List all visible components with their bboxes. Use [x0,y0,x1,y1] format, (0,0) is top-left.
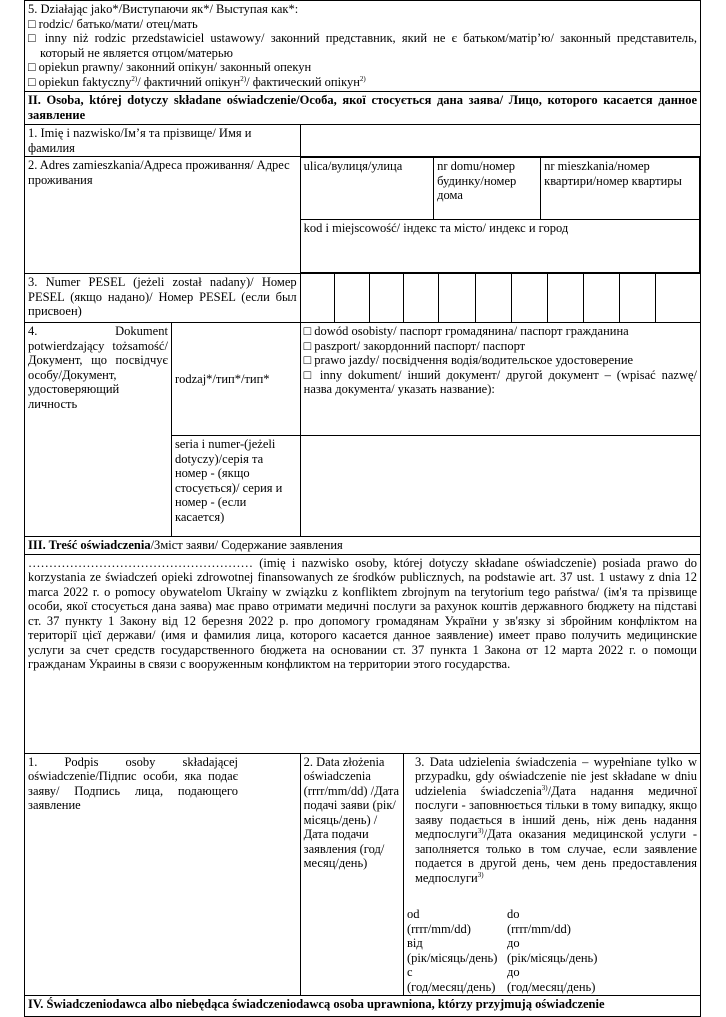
date-to[interactable]: do [506,907,520,921]
date-to-uk: до [506,936,520,950]
doc-option-other[interactable]: □ inny dokument/ інший документ/ другой документ – (wpisać nazwę/ назва документа/ указать название): [303,367,697,396]
option-parent[interactable]: □ rodzic/ батько/мати/ отец/мать [28,16,198,31]
submission-date[interactable]: 2. Data złożenia oświadczenia (rrrr/mm/dd) /Дата подачі заяви (рік/місяць/день) /Дата подачи заявления (год/месяц/день) [300,753,403,996]
serial-number-label: seria i numer-(jeżeli dotyczy)/серія та номер - (якщо стосується)/ серия и номер - (если касается) [171,436,300,537]
date-from-uk: від [406,936,423,950]
house-number-field[interactable]: nr domu/номер будинку/номер дома [434,158,541,220]
pesel-digit-10[interactable] [619,274,655,323]
date-range [407,907,697,994]
pesel-digit-6[interactable] [475,274,511,323]
option-legal-representative[interactable]: □ inny niż rodzic przedstawiciel ustawowy/ законний представник, який не є батьком/матір’ю/ законный представитель, который не является отцом/матерью [28,31,697,60]
pesel-digit-4[interactable] [403,274,438,323]
name-label: 1. Imię i nazwisko/Ім’я та прізвище/ Имя и фамилия [25,125,301,157]
date-format-uk: (рік/місяць/день) [506,950,598,965]
date-format-ru: (год/месяц/день) [506,979,596,994]
address-block [300,157,700,274]
pesel-digit-11[interactable] [656,274,701,323]
pesel-digit-9[interactable] [584,274,619,323]
declaration-content: ……………………………………………… (imię i nazwisko osoby, której dotyczy składane oświadczenie) posiada prawo do korzystania ze świadczeń opieki zdrowotnej finansowanych ze środków publicznych, na podstawie art. 37 ust. 1 ustawy z dnia 12 marca 2022 r. o pomocy obywatelom Ukrainy w związku z konfliktem zbrojnym na terytorium tego państwa/ (ім'я та прізвище особи, якої стосується дана заява) має право отримати медичні послуги за рахунок коштів державного бюджету на підставі ст. 37 пункту 1 Закону від 12 березня 2022 р. про допомогу громадянам України у зв'язку зі збройним конфліктом на території цієї держави/ (имя и фамилия лица, которого касается данное заявление) имеет право получить медицинские услуги за счет средств государственного бюджета на основании ст. 37 пункта 1 Закона от 12 марта 2022 г. о помощи гражданам Украины в связи с вооруженным конфликтом на территории этого государства. [25,554,701,753]
declaration-form [24,0,701,1017]
acting-as-section [25,1,701,92]
section-4-heading: IV. Świadczeniodawca albo niebędąca świadczeniodawcą osoba uprawniona, którzy przyjmują oświadczenie [25,996,701,1017]
doc-option-driving-licence[interactable]: □ prawo jazdy/ посвідчення водія/водительское удостоверение [303,353,634,367]
signature-label[interactable]: 1. Podpis osoby składającej oświadczenie/Підпис особи, яка подає заяву/ Подпись лица, подающего заявление [25,753,301,996]
option-legal-guardian[interactable]: □ opiekun prawny/ законний опікун/ законный опекун [28,60,312,74]
pesel-digit-8[interactable] [547,274,583,323]
date-format: (rrrr/mm/dd) [506,921,571,936]
acting-as-heading: 5. Działając jako*/Виступаючи як*/ Выступая как*: [28,2,299,16]
doc-option-passport[interactable]: □ paszport/ закордонний паспорт/ паспорт [303,338,526,353]
serial-number-field[interactable] [300,436,700,537]
street-field[interactable]: ulica/вулиця/улица [301,158,434,220]
date-format: (rrrr/mm/dd) [406,921,471,936]
date-format-ru: (год/месяц/день) [406,979,496,994]
service-date[interactable]: 3. Data udzielenia świadczenia – wypełniane tylko w przypadku, gdy oświadczenie nie jest składane w dniu udzielenia świadczenia$^{3)}$/Дата надання медичної послуги - заповнюється тільки в тому випадку, якщо заяву подається в інший день, ніж день надання медпослуги$^{3)}$/Дата оказания медицинской услуги - заполняется только в том случае, если заявление подается в другой день, чем день предоставления медпослуги$^{3)}$ od do (rrrr/mm/dd) (rrrr/mm/dd) від до (рік/місяць/день) (рік/місяць/день) с до (год/месяц/день) (год/месяц/день) [403,753,700,996]
flat-number-field[interactable]: nr mieszkania/номер квартири/номер квартиры [541,158,700,220]
pesel-digit-7[interactable] [512,274,547,323]
pesel-digit-1[interactable] [300,274,334,323]
date-from-ru: с [406,965,413,979]
option-actual-guardian[interactable]: □ opiekun faktyczny$^{2)}$/ фактичний опікун$^{2)}$/ фактический опікун$^{2)}$ [28,74,366,89]
section-3-heading: III. Treść oświadczenia/Зміст заяви/ Содержание заявления [25,537,701,555]
identity-document-label: 4. Dokument potwierdzający tożsamość/Документ, що посвідчує особу/Документ, удостоверяющий личность [25,323,172,537]
document-type-options [300,323,700,436]
document-type-label: rodzaj*/тип*/тип* [171,323,300,436]
date-to-ru: до [506,965,520,979]
doc-option-id-card[interactable]: □ dowód osobisty/ паспорт громадянина/ паспорт гражданина [303,324,629,338]
city-field[interactable]: kod i miejscowość/ індекс та місто/ индекс и город [301,220,700,273]
pesel-digit-2[interactable] [335,274,369,323]
form-table [24,0,701,1017]
pesel-digit-3[interactable] [369,274,403,323]
section-2-heading: II. Osoba, której dotyczy składane oświadczenie/Особа, якої стосується дана заява/ Лицо, которого касается данное заявление [25,92,701,125]
date-from[interactable]: od [406,907,420,921]
date-format-uk: (рік/місяць/день) [406,950,498,965]
name-field[interactable] [300,125,700,157]
pesel-digit-5[interactable] [439,274,475,323]
address-label: 2. Adres zamieszkania/Адреса проживання/ Адрес проживания [25,157,301,274]
pesel-label: 3. Numer PESEL (jeżeli został nadany)/ Номер PESEL (якщо надано)/ Номер PESEL (если был присвоен) [25,274,301,323]
